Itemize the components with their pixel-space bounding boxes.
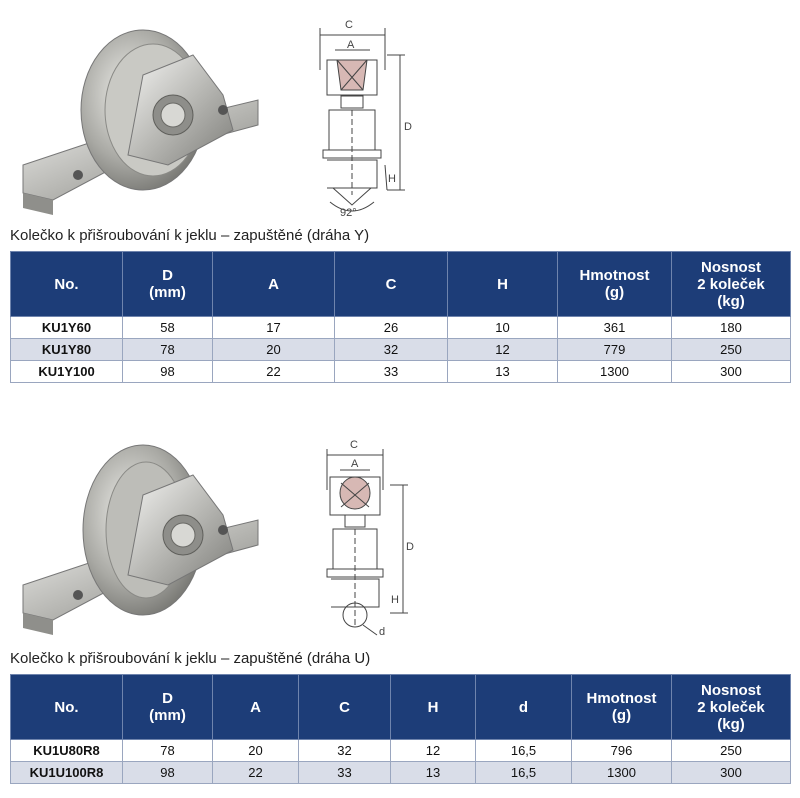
section-y-caption: Kolečko k přišroubování k jeklu – zapuštěné (dráha Y): [10, 227, 370, 244]
dim-label-angle: 92°: [340, 207, 357, 219]
cell-d: 98: [123, 762, 213, 784]
cell-d: 78: [123, 740, 213, 762]
table-row: [11, 740, 791, 762]
dim-label-c: C: [350, 439, 358, 451]
cell-mass: 1300: [572, 762, 672, 784]
header-no: No.: [11, 252, 123, 317]
cell-d: 78: [123, 339, 213, 361]
cell-no: KU1U80R8: [11, 740, 123, 762]
dim-label-d: D: [406, 541, 414, 553]
cell-d: 98: [123, 361, 213, 383]
cell-a: 22: [213, 762, 299, 784]
spec-table-u: [10, 674, 791, 784]
spec-table-y: [10, 251, 791, 383]
dim-label-a: A: [347, 39, 355, 51]
cell-load: 300: [672, 762, 791, 784]
table-header-row: [11, 252, 791, 317]
cell-a: 17: [213, 317, 335, 339]
wheel-photo-u: [18, 430, 268, 640]
header-c: C: [335, 252, 448, 317]
header-h: H: [448, 252, 558, 317]
header-mass: Hmotnost (g): [558, 252, 672, 317]
cell-load: 300: [672, 361, 791, 383]
technical-drawing-y: [305, 10, 425, 220]
cell-c: 26: [335, 317, 448, 339]
cell-h: 12: [448, 339, 558, 361]
header-mass: Hmotnost (g): [572, 675, 672, 740]
dim-label-small-d: d: [379, 626, 386, 638]
dim-label-h: H: [391, 594, 399, 606]
cell-h: 12: [391, 740, 476, 762]
cell-small-d: 16,5: [476, 762, 572, 784]
table-row: [11, 339, 791, 361]
cell-a: 20: [213, 339, 335, 361]
table-header-row: [11, 675, 791, 740]
header-small-d: d: [476, 675, 572, 740]
wheel-photo-y: [18, 15, 268, 215]
cell-mass: 1300: [558, 361, 672, 383]
dim-label-d: D: [404, 121, 412, 133]
cell-a: 22: [213, 361, 335, 383]
cell-h: 10: [448, 317, 558, 339]
cell-c: 32: [335, 339, 448, 361]
header-c: C: [299, 675, 391, 740]
cell-no: KU1Y60: [11, 317, 123, 339]
cell-load: 180: [672, 317, 791, 339]
cell-a: 20: [213, 740, 299, 762]
cell-no: KU1Y80: [11, 339, 123, 361]
header-load: Nosnost 2 koleček (kg): [672, 675, 791, 740]
table-row: [11, 361, 791, 383]
dim-label-a: A: [351, 458, 359, 470]
cell-c: 32: [299, 740, 391, 762]
header-d: D (mm): [123, 252, 213, 317]
cell-h: 13: [448, 361, 558, 383]
cell-no: KU1U100R8: [11, 762, 123, 784]
header-load: Nosnost 2 koleček (kg): [672, 252, 791, 317]
cell-no: KU1Y100: [11, 361, 123, 383]
cell-small-d: 16,5: [476, 740, 572, 762]
cell-mass: 796: [572, 740, 672, 762]
table-row: [11, 762, 791, 784]
cell-c: 33: [299, 762, 391, 784]
cell-mass: 779: [558, 339, 672, 361]
header-d: D (mm): [123, 675, 213, 740]
cell-load: 250: [672, 339, 791, 361]
cell-load: 250: [672, 740, 791, 762]
cell-h: 13: [391, 762, 476, 784]
dim-label-h: H: [388, 173, 396, 185]
cell-mass: 361: [558, 317, 672, 339]
header-no: No.: [11, 675, 123, 740]
dim-label-c: C: [345, 19, 353, 31]
header-a: A: [213, 675, 299, 740]
cell-c: 33: [335, 361, 448, 383]
header-h: H: [391, 675, 476, 740]
cell-d: 58: [123, 317, 213, 339]
table-row: [11, 317, 791, 339]
section-u-caption: Kolečko k přišroubování k jeklu – zapuštěné (dráha U): [10, 650, 371, 667]
header-a: A: [213, 252, 335, 317]
technical-drawing-u: [305, 435, 425, 645]
